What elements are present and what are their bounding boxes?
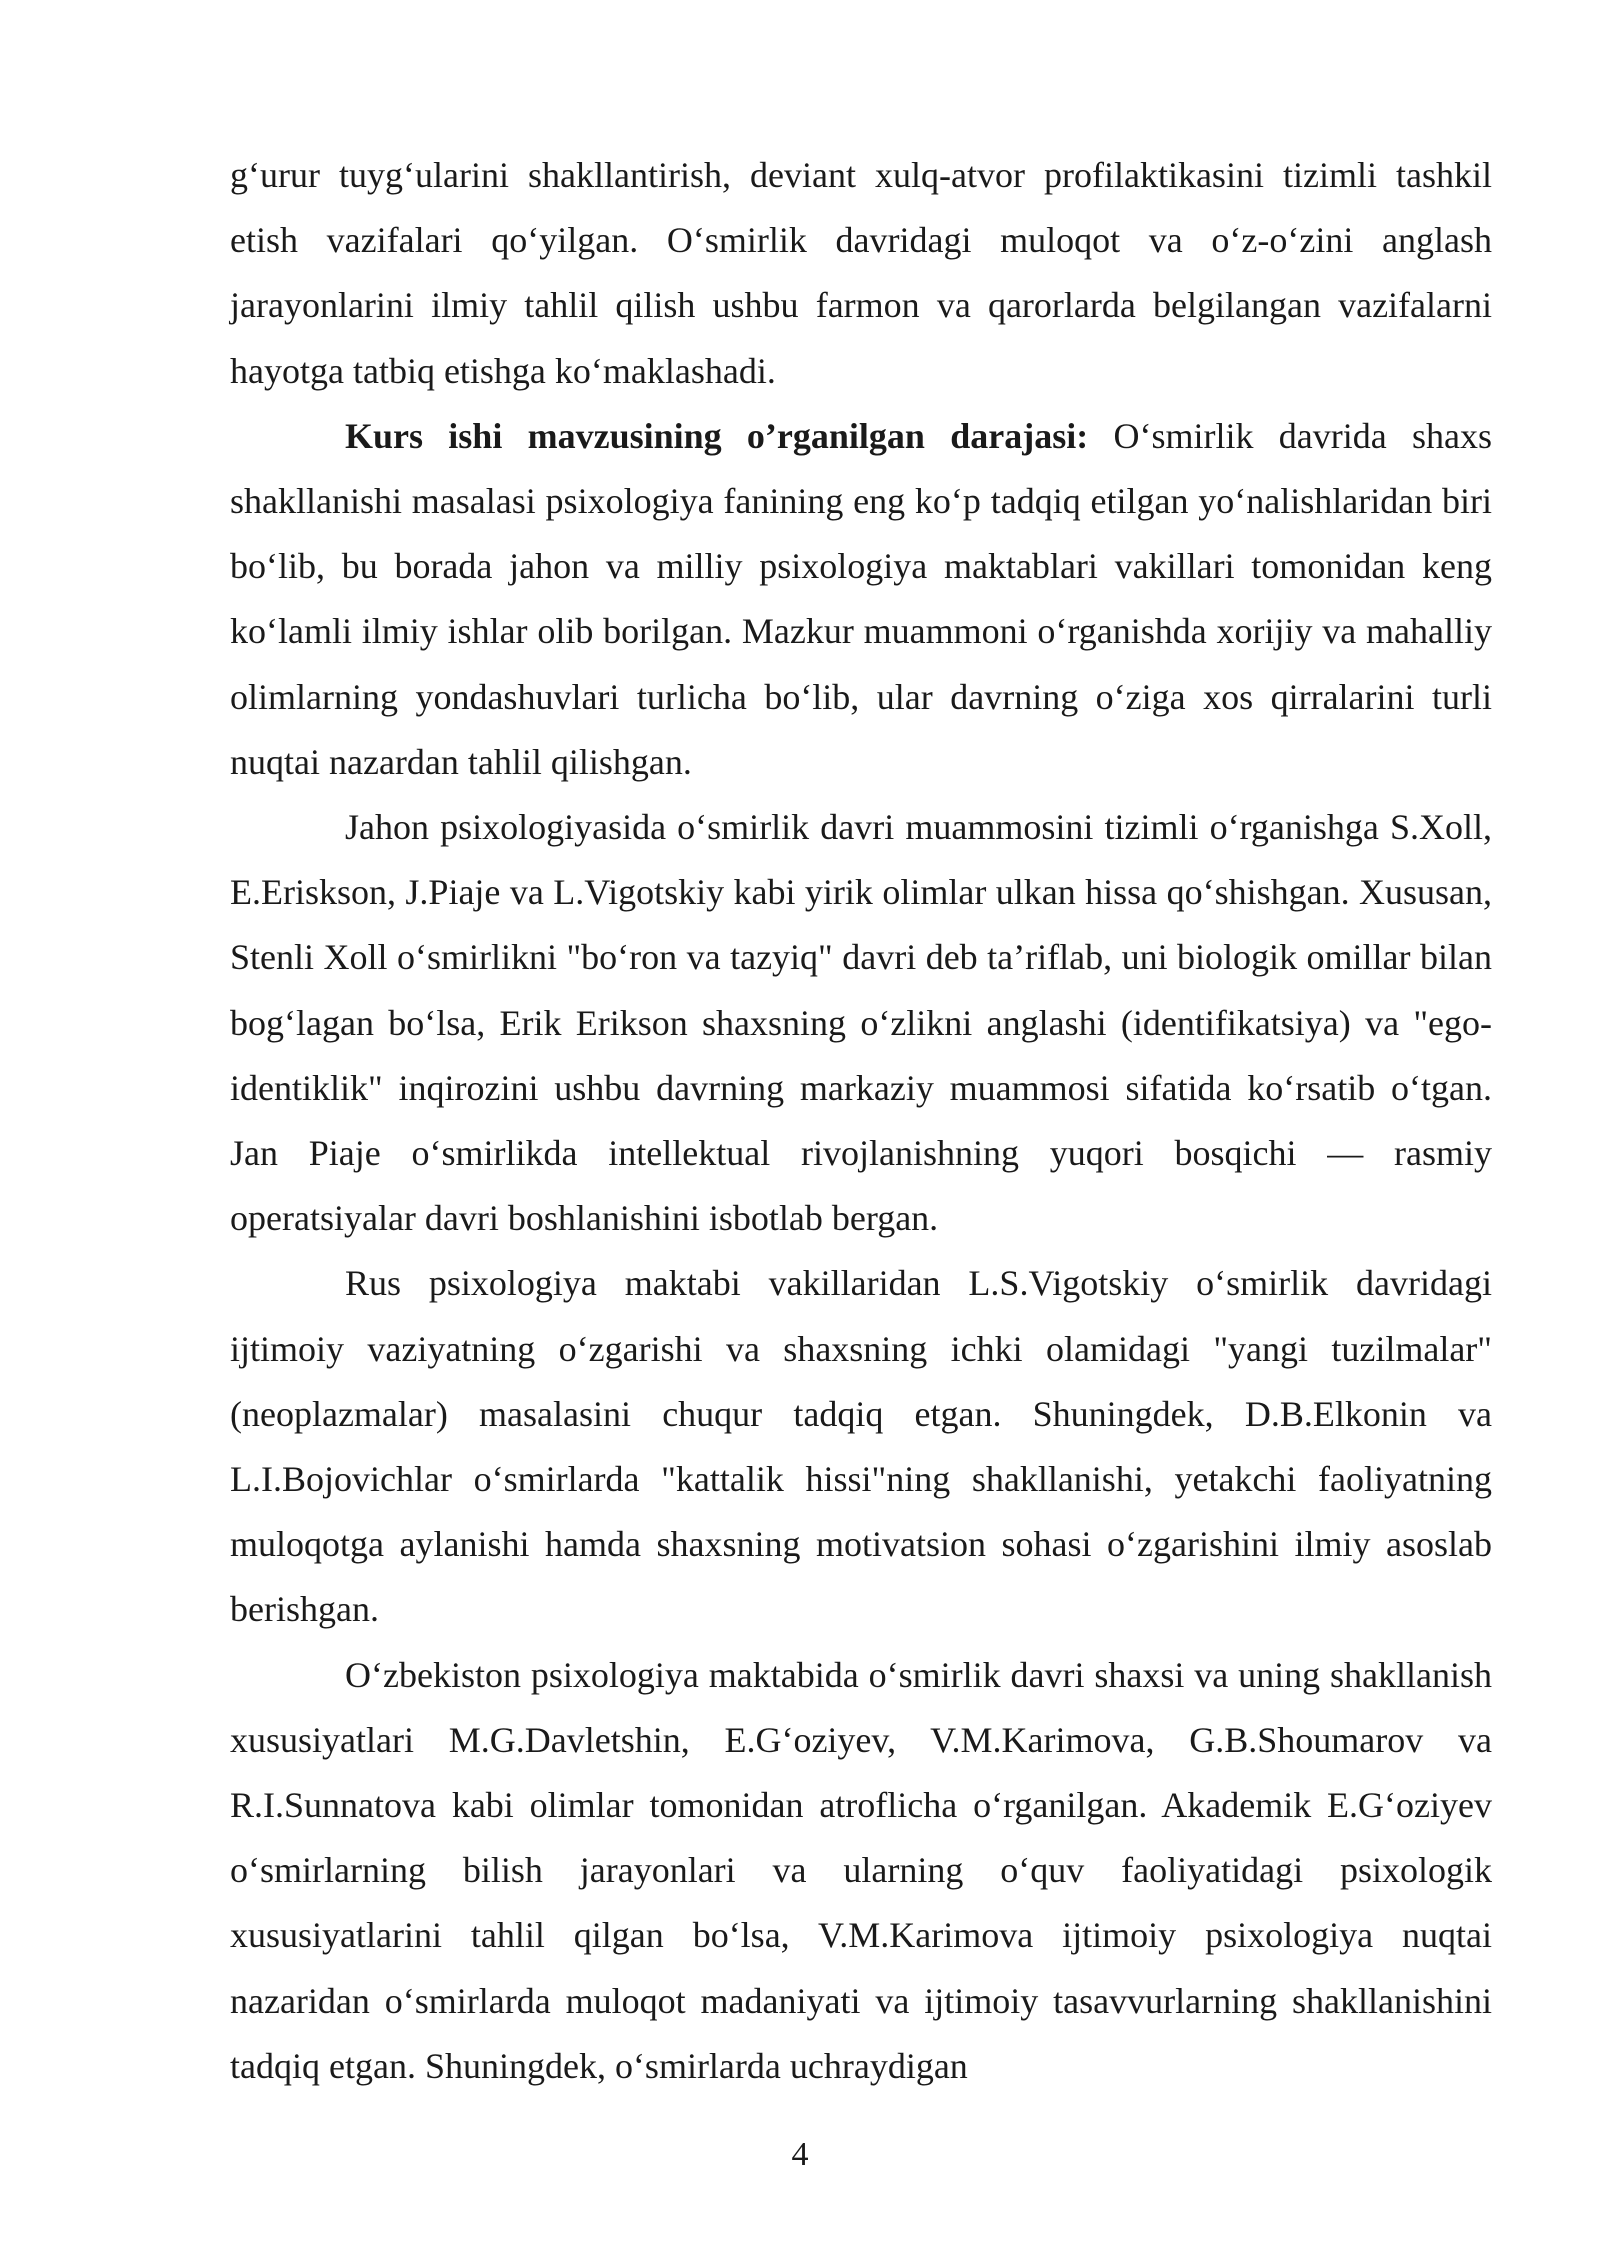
paragraph-5	[230, 1643, 1492, 2099]
paragraph-5-text: O‘zbekiston psixologiya maktabida o‘smirlik davri shaxsi va uning shakllanish xususiyatlari M.G.Davletshin, E.G‘oziyev, V.M.Karimova, G.B.Shoumarov va R.I.Sunnatova kabi olimlar tomonidan atroflicha o‘rganilgan. Akademik E.G‘oziyev o‘smirlarning bilish jarayonlari va ularning o‘quv faoliyatidagi psixologik xususiyatlarini tahlil qilgan bo‘lsa, V.M.Karimova ijtimoiy psixologiya nuqtai nazaridan o‘smirlarda muloqot madaniyati va ijtimoiy tasavvurlarning shakllanishini tadqiq etgan. Shuningdek, o‘smirlarda uchraydigan	[230, 1654, 1492, 2086]
paragraph-1-text: g‘urur tuyg‘ularini shakllantirish, deviant xulq-atvor profilaktikasini tizimli tashkil etish vazifalari qo‘yilgan. O‘smirlik davridagi muloqot va o‘z-o‘zini anglash jarayonlarini ilmiy tahlil qilish ushbu farmon va qarorlarda belgilangan vazifalarni hayotga tatbiq etishga ko‘maklashadi.	[230, 155, 1492, 391]
section-heading: Kurs ishi mavzusining o’rganilgan darajasi:	[345, 415, 1089, 456]
paragraph-1	[230, 143, 1492, 404]
body-text	[230, 143, 1492, 2099]
paragraph-4-text: Rus psixologiya maktabi vakillaridan L.S.Vigotskiy o‘smirlik davridagi ijtimoiy vaziyatning o‘zgarishi va shaxsning ichki olamidagi "yangi tuzilmalar" (neoplazmalar) masalasini chuqur tadqiq etgan. Shuningdek, D.B.Elkonin va L.I.Bojovichlar o‘smirlarda "kattalik hissi"ning shakllanishi, yetakchi faoliyatning muloqotga aylanishi hamda shaxsning motivatsion sohasi o‘zgarishini ilmiy asoslab berishgan.	[230, 1263, 1492, 1630]
paragraph-4	[230, 1251, 1492, 1642]
paragraph-3	[230, 795, 1492, 1251]
paragraph-2-text: O‘smirlik davrida shaxs shakllanishi masalasi psixologiya fanining eng ko‘p tadqiq etilgan yo‘nalishlaridan biri bo‘lib, bu borada jahon va milliy psixologiya maktablari vakillari tomonidan keng ko‘lamli ilmiy ishlar olib borilgan. Mazkur muammoni o‘rganishda xorijiy va mahalliy olimlarning yondashuvlari turlicha bo‘lib, ular davrning o‘ziga xos qirralarini turli nuqtai nazardan tahlil qilishgan.	[230, 415, 1492, 782]
page-number: 4	[791, 2136, 809, 2173]
paragraph-2	[230, 404, 1492, 795]
paragraph-3-text: Jahon psixologiyasida o‘smirlik davri muammosini tizimli o‘rganishga S.Xoll, E.Eriskson, J.Piaje va L.Vigotskiy kabi yirik olimlar ulkan hissa qo‘shishgan. Xususan, Stenli Xoll o‘smirlikni "bo‘ron va tazyiq" davri deb ta’riflab, uni biologik omillar bilan bog‘lagan bo‘lsa, Erik Erikson shaxsning o‘zlikni anglashi (identifikatsiya) va "ego-identiklik" inqirozini ushbu davrning markaziy muammosi sifatida ko‘rsatib o‘tgan. Jan Piaje o‘smirlikda intellektual rivojlanishning yuqori bosqichi — rasmiy operatsiyalar davri boshlanishini isbotlab bergan.	[230, 807, 1492, 1239]
